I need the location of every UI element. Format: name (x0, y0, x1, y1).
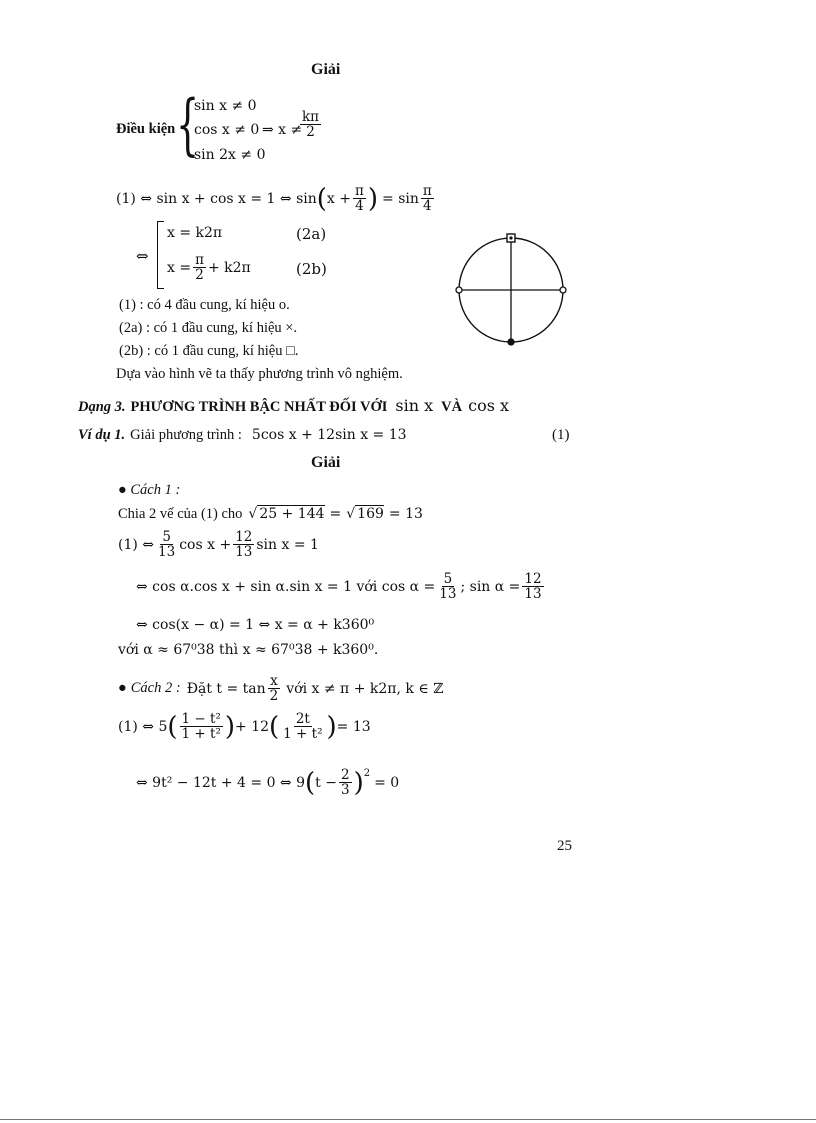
m1-line2-num2: 12 (235, 529, 253, 545)
method-1-title (118, 482, 180, 499)
section-heading (78, 396, 509, 416)
example-text: Giải phương trình : (130, 427, 242, 443)
condition-line-3: sin 2x ≠ 0 (194, 147, 266, 163)
page-number: 25 (557, 838, 572, 854)
condition-line-1: sin x ≠ 0 (194, 98, 257, 114)
paren-open: ( (316, 183, 327, 214)
case-b-den: 2 (195, 267, 204, 284)
note-1: (1) : có 4 đầu cung, kí hiệu o. (119, 297, 290, 313)
method-2-line-1 (118, 674, 443, 703)
m1-line2-mid: cos x + (179, 536, 232, 553)
paren-open-2: ( (167, 711, 178, 742)
m1-line2-den2: 13 (235, 544, 253, 561)
case-b-tag: (2b) (296, 260, 327, 278)
equation-1-four: 4 (355, 198, 364, 215)
m2-line3-num: 2 (340, 767, 350, 783)
equation-1-pi: π (355, 183, 364, 199)
method-1-line-3 (136, 572, 546, 601)
point-right-o (560, 287, 566, 293)
solution-heading: Giải (311, 61, 341, 78)
paren-open-4: ( (305, 767, 316, 798)
m2-line2-num2: 2t (295, 711, 310, 727)
condition-brace: { (176, 86, 200, 163)
m2-set-num: x (270, 673, 278, 689)
example-equation: 5cos x + 12sin x = 13 (251, 427, 407, 443)
method-1-line-5: với α ≈ 67⁰38 thì x ≈ 67⁰38 + k360⁰. (118, 642, 379, 658)
case-b-suffix: + k2π (207, 259, 251, 276)
section-sin: sin x (395, 396, 434, 415)
method-2-line-3 (136, 768, 399, 797)
example-line (78, 427, 407, 444)
method-1-line-1: Chia 2 vế của (1) cho √ 25 + 144 = √ 169 = 13 (118, 506, 423, 522)
m1-line1-end: = 13 (388, 506, 423, 522)
m2-line2-prefix: (1) ⇔ 5 (118, 718, 168, 735)
unit-circle-diagram (448, 230, 578, 350)
bullet-2: ● (118, 680, 127, 697)
equation-1-eq: = sin (382, 190, 419, 207)
condition-fraction (298, 110, 323, 139)
paren-close-2: ) (224, 711, 236, 742)
note-3: (2b) : có 1 đầu cung, kí hiệu □. (119, 343, 299, 359)
section-title: PHƯƠNG TRÌNH BẬC NHẤT ĐỐI VỚI (130, 399, 388, 415)
note-2: (2a) : có 1 đầu cung, kí hiệu ×. (119, 320, 298, 336)
section-cos: cos x (468, 396, 510, 415)
m2-line2-end: = 13 (336, 718, 371, 735)
paren-close: ) (367, 183, 379, 214)
section-and: VÀ (441, 399, 463, 415)
method-1-line-4: ⇔ cos(x − α) = 1 ⇔ x = α + k360⁰ (136, 617, 375, 633)
m2-line3-end: = 0 (374, 774, 400, 791)
case-b-num: π (195, 252, 204, 268)
method-2-line-2 (118, 712, 371, 741)
m1-line3-text: ⇔ cos α.cos x + sin α.sin x = 1 với cos α = (136, 578, 436, 595)
m2-line2-den2: 1 + t² (283, 726, 323, 743)
m2-line2-num1: 1 − t² (181, 711, 221, 727)
point-top-o (509, 236, 512, 239)
m1-line1-eq: = (329, 506, 342, 522)
point-bottom-o (508, 339, 514, 345)
m1-sqrt1: 25 + 144 (259, 506, 325, 522)
condition-implies: ⇒ x ≠ (262, 122, 303, 138)
example-label: Ví dụ 1. (78, 427, 126, 443)
method-1-title-text: Cách 1 : (130, 482, 181, 498)
m1-line3-num2: 12 (524, 571, 542, 587)
equation-1 (116, 184, 436, 213)
method-1-line-2 (118, 530, 319, 559)
paren-close-4: ) (353, 767, 364, 798)
m2-set-den: 2 (269, 688, 279, 705)
m2-line2-mid: + 12 (235, 718, 270, 735)
equation-1-inner: x + (326, 190, 351, 207)
page-bottom-line (0, 1119, 816, 1120)
condition-frac-num: kπ (302, 109, 320, 125)
m1-line2-end: sin x = 1 (256, 536, 319, 553)
section-prefix: Dạng 3. (78, 399, 126, 415)
m2-set-text: Đặt t = tan (186, 680, 266, 697)
equation-1-left: (1) ⇔ sin x + cos x = 1 ⇔ sin (116, 190, 317, 207)
m1-line3-den1: 13 (439, 586, 457, 603)
condition-label: Điều kiện (116, 121, 176, 137)
m1-line1-text: Chia 2 vế của (1) cho (118, 506, 243, 522)
bullet: ● (118, 482, 127, 498)
cases-bracket (157, 221, 164, 289)
m1-line3-den2: 13 (524, 586, 542, 603)
paren-close-3: ) (326, 711, 337, 742)
method-2-title: Cách 2 : (130, 680, 181, 697)
case-b (167, 253, 251, 282)
m2-line3-inner: t − (315, 774, 337, 791)
cases-arrow: ⇔ (136, 247, 149, 265)
m1-line2-num1: 5 (162, 529, 171, 545)
example-tag: (1) (552, 427, 570, 443)
conclusion: Dựa vào hình vẽ ta thấy phương trình vô nghiệm. (116, 366, 403, 382)
m1-line2-den1: 13 (158, 544, 176, 561)
case-b-prefix: x = (167, 259, 192, 276)
m2-line3-pow: 2 (363, 768, 371, 779)
solution-heading-2: Giải (311, 454, 341, 471)
point-left-o (456, 287, 462, 293)
m1-sqrt2: 169 (357, 506, 384, 522)
m2-set-cond: với x ≠ π + k2π, k ∈ ℤ (286, 680, 444, 697)
case-a: x = k2π (167, 225, 223, 241)
paren-open-3: ( (269, 711, 280, 742)
m1-line2-prefix: (1) ⇔ (118, 536, 155, 553)
condition-frac-den: 2 (306, 124, 315, 141)
m2-line2-den1: 1 + t² (181, 726, 221, 743)
m2-line3-text: ⇔ 9t² − 12t + 4 = 0 ⇔ 9 (136, 774, 306, 791)
equation-1-four2: 4 (423, 198, 432, 215)
case-a-tag: (2a) (296, 225, 327, 243)
equation-1-pi2: π (422, 183, 432, 199)
m1-line3-num1: 5 (443, 571, 453, 587)
m2-line3-den: 3 (340, 782, 350, 799)
condition-line-2: cos x ≠ 0 (194, 122, 260, 138)
m1-line3-mid: ; sin α = (460, 578, 521, 595)
